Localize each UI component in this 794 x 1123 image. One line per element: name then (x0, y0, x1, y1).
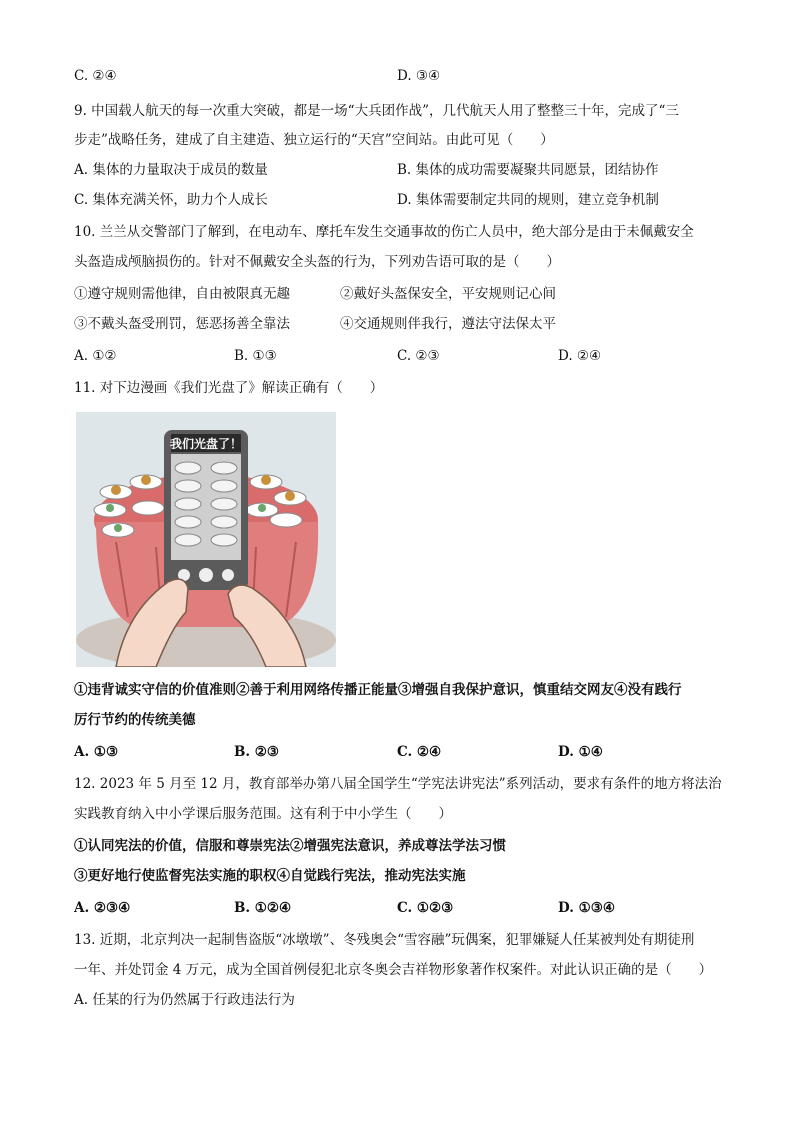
q10-option-d: D. ②④ (558, 348, 602, 364)
cartoon-caption: 我们光盘了！ (169, 437, 243, 451)
q9-option-c: C. 集体充满关怀，助力个人成长 (74, 192, 268, 208)
q10-statement-4: ④交通规则伴我行，遵法守法保太平 (340, 316, 556, 332)
q10-statement-1: ①遵守规则需他律，自由被限真无趣 (74, 286, 290, 302)
q10-statement-2: ②戴好头盔保安全，平安规则记心间 (340, 286, 556, 302)
q12-option-c: C. ①②③ (397, 900, 454, 916)
q11-option-d: D. ①④ (558, 744, 603, 760)
q12-statements-3-4: ③更好地行使监督宪法实施的职权④自觉践行宪法，推动宪法实施 (74, 868, 466, 884)
q10-stem-line1: 10. 兰兰从交警部门了解到，在电动车、摩托车发生交通事故的伤亡人员中，绝大部分是由于未佩戴安全 (74, 224, 694, 240)
q10-option-c: C. ②③ (397, 348, 440, 364)
q11-statements-line2: 厉行节约的传统美德 (74, 712, 196, 728)
q12-option-d: D. ①③④ (558, 900, 615, 916)
cartoon-we-cleaned-plates (76, 412, 336, 667)
q12-option-b: B. ①②④ (234, 900, 292, 916)
q12-stem-line2: 实践教育纳入中小学课后服务范围。这有利于中小学生（ ） (74, 806, 452, 822)
q8-option-d: D. ③④ (397, 68, 441, 84)
q13-option-a: A. 任某的行为仍然属于行政违法行为 (74, 992, 295, 1008)
q13-stem-line2: 一年、并处罚金 4 万元，成为全国首例侵犯北京冬奥会吉祥物形象著作权案件。对此认识正确的是（ ） (74, 962, 713, 978)
q9-option-b: B. 集体的成功需要凝聚共同愿景，团结协作 (397, 162, 659, 178)
q9-option-d: D. 集体需要制定共同的规则，建立竞争机制 (397, 192, 659, 208)
q10-statement-3: ③不戴头盔受刑罚，惩恶扬善全靠法 (74, 316, 290, 332)
q11-statements-line1: ①违背诚实守信的价值准则②善于利用网络传播正能量③增强自我保护意识，慎重结交网友④没有践行 (74, 682, 682, 698)
q9-stem-line1: 9. 中国载人航天的每一次重大突破，都是一场“大兵团作战”，几代航天人用了整整三十年，完成了“三 (74, 103, 679, 119)
q11-option-b: B. ②③ (234, 744, 280, 760)
q9-stem-line2: 步走”战略任务，建成了自主建造、独立运行的“天宫”空间站。由此可见（ ） (74, 132, 554, 148)
q10-option-b: B. ①③ (234, 348, 277, 364)
q8-option-c: C. ②④ (74, 68, 117, 84)
q10-option-a: A. ①② (74, 348, 117, 364)
q13-stem-line1: 13. 近期，北京判决一起制售盗版“冰墩墩”、冬残奥会“雪容融”玩偶案，犯罪嫌疑人任某被判处有期徒刑 (74, 932, 695, 948)
q11-stem: 11. 对下边漫画《我们光盘了》解读正确有（ ） (74, 380, 384, 396)
q10-stem-line2: 头盔造成颅脑损伤的。针对不佩戴安全头盔的行为，下列劝告语可取的是（ ） (74, 254, 560, 270)
q11-option-a: A. ①③ (74, 744, 119, 760)
q9-option-a: A. 集体的力量取决于成员的数量 (74, 162, 268, 178)
q12-statements-1-2: ①认同宪法的价值，信服和尊崇宪法②增强宪法意识，养成尊法学法习惯 (74, 838, 506, 854)
q12-option-a: A. ②③④ (74, 900, 131, 916)
q11-option-c: C. ②④ (397, 744, 442, 760)
q12-stem-line1: 12. 2023 年 5 月至 12 月，教育部举办第八届全国学生“学宪法讲宪法”系列活动，要求有条件的地方将法治 (74, 776, 722, 792)
